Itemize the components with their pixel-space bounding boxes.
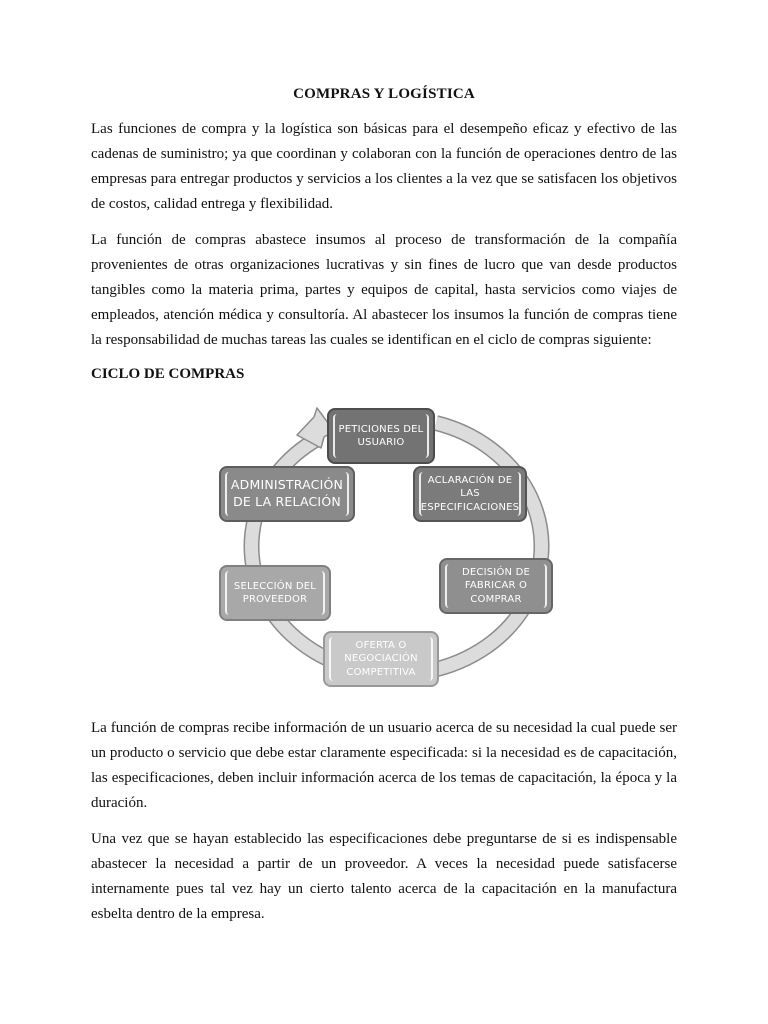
cycle-step-label: OFERTA O NEGOCIACIÓN COMPETITIVA (344, 639, 418, 678)
paragraph-intro: Las funciones de compra y la logística son básicas para el desempeño eficaz y efectivo de las cadenas de suministro; ya que coordinan y colaboran con la función de operaciones dentro de las empresas para entregar productos y servicios a los clientes a la vez que se satisfacen los objetivos de costos, calidad entrega y flexibilidad. (91, 121, 677, 212)
cycle-step-label: ADMINISTRACIÓN DE LA RELACIÓN (230, 477, 344, 509)
paragraph-user-information: La función de compras recibe información de un usuario acerca de su necesidad la cual puede ser un producto o servicio que debe estar claramente especificada: si la necesidad es de capacitación, las especificaciones, deben incluir información acerca de los temas de capacitación, la época y la duración. (91, 720, 677, 811)
cycle-heading: CICLO DE COMPRAS (91, 366, 245, 382)
cycle-step-user-requests (327, 408, 435, 464)
cycle-step-competitive-bidding (323, 631, 439, 687)
cycle-step-label: DECISIÓN DE FABRICAR O COMPRAR (462, 566, 530, 605)
cycle-step-supplier-selection (219, 565, 331, 621)
paragraph-specifications: Una vez que se hayan establecido las especificaciones debe preguntarse de si es indispensable abastecer la necesidad a partir de un proveedor. A veces la necesidad puede satisfacerse internamente pues tal vez hay un cierto talento acerca de la capacitación en la manufactura esbelta dentro de la empresa. (91, 831, 677, 922)
cycle-step-label: PETICIONES DEL USUARIO (338, 423, 424, 448)
cycle-step-make-or-buy (439, 558, 553, 614)
paragraph-purchasing-function: La función de compras abastece insumos al proceso de transformación de la compañía provenientes de otras organizaciones lucrativas y sin fines de lucro que van desde productos tangibles como la materia prima, partes y equipos de capital, hasta servicios como viajes de empleados, atención médica y consultoría. Al abastecer los insumos la función de compras tiene la responsabilidad de muchas tareas las cuales se identifican en el ciclo de compras siguiente: (91, 232, 677, 348)
cycle-step-specification-clarification (413, 466, 527, 522)
purchasing-cycle-diagram (211, 398, 561, 693)
cycle-step-label: SELECCIÓN DEL PROVEEDOR (233, 580, 317, 605)
cycle-step-label: ACLARACIÓN DE LAS ESPECIFICACIONES (420, 474, 520, 513)
document-title: COMPRAS Y LOGÍSTICA (293, 86, 475, 102)
cycle-step-relationship-management (219, 466, 355, 522)
